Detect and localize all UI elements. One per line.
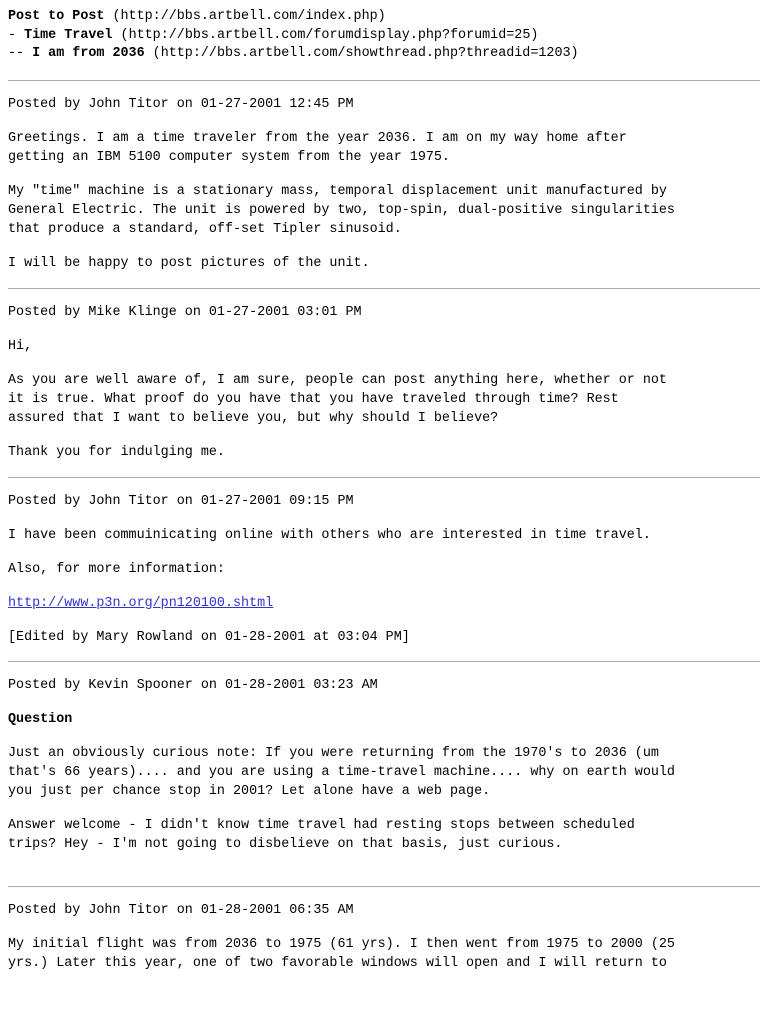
divider: [8, 288, 760, 289]
post-meta: Posted by John Titor on 01-27-2001 09:15 PM: [8, 493, 354, 509]
divider: [8, 80, 760, 81]
post: [8, 95, 760, 273]
breadcrumb-forum-home: [8, 8, 760, 27]
post-paragraph: Also, for more information:: [8, 561, 225, 577]
post-paragraph: I have been commuinicating online with others who are interested in time travel.: [8, 527, 651, 543]
post-meta: Posted by Kevin Spooner on 01-28-2001 03:23 AM: [8, 677, 378, 693]
post-meta: Posted by Mike Klinge on 01-27-2001 03:01 PM: [8, 304, 362, 320]
post-paragraph: Greetings. I am a time traveler from the year 2036. I am on my way home after getting an IBM 5100 computer system from the year 1975.: [8, 130, 627, 165]
breadcrumb-forum-section: [8, 27, 760, 46]
post: [8, 303, 760, 462]
divider: [8, 477, 760, 478]
post: [8, 492, 760, 647]
post: [8, 901, 760, 973]
breadcrumb-url: (http://bbs.artbell.com/showthread.php?threadid=1203): [152, 46, 579, 61]
post-paragraph: Thank you for indulging me.: [8, 444, 225, 460]
breadcrumb-prefix: --: [8, 46, 33, 61]
post-edit-note: [Edited by Mary Rowland on 01-28-2001 at 03:04 PM]: [8, 629, 410, 645]
post: [8, 676, 760, 854]
breadcrumb-title[interactable]: I am from 2036: [32, 46, 145, 61]
post-paragraph: My initial flight was from 2036 to 1975 (61 yrs). I then went from 1975 to 2000 (25 yrs.) Later this year, one of two favorable windows will open and I will return to: [8, 936, 675, 971]
breadcrumb-url: (http://bbs.artbell.com/forumdisplay.php?forumid=25): [120, 27, 539, 43]
breadcrumb-prefix: -: [8, 27, 25, 43]
post-paragraph: I will be happy to post pictures of the unit.: [8, 255, 370, 271]
post-meta: Posted by John Titor on 01-28-2001 06:35 AM: [8, 902, 354, 918]
post-link-line: [8, 594, 760, 613]
post-paragraph: Answer welcome - I didn't know time travel had resting stops between scheduled trips? Hey - I'm not going to disbelieve on that basis, just curious.: [8, 817, 635, 852]
breadcrumb-title[interactable]: Time Travel: [24, 27, 113, 43]
post-paragraph: Just an obviously curious note: If you were returning from the 1970's to 2036 (um that's 66 years).... and you are using a time-travel machine.... why on earth would you just per chance stop in 2001? Let alone have a web page.: [8, 745, 675, 799]
breadcrumb-thread: [8, 45, 760, 64]
post-paragraph: As you are well aware of, I am sure, people can post anything here, whether or not it is true. What proof do you have that you have traveled through time? Rest assured that I want to believe you, but why should I believe?: [8, 372, 667, 426]
divider: [8, 886, 760, 887]
post-subject: Question: [8, 711, 73, 727]
breadcrumb-title[interactable]: Post to Post: [8, 9, 105, 24]
post-paragraph: My "time" machine is a stationary mass, temporal displacement unit manufactured by General Electric. The unit is powered by two, top-spin, dual-positive singularities that produce a standard, off-set Tipler sinusoid.: [8, 183, 675, 237]
breadcrumb: [8, 0, 760, 64]
breadcrumb-url: (http://bbs.artbell.com/index.php): [112, 9, 386, 24]
post-paragraph: Hi,: [8, 338, 33, 354]
post-link[interactable]: http://www.p3n.org/pn120100.shtml: [8, 595, 274, 611]
post-meta: Posted by John Titor on 01-27-2001 12:45 PM: [8, 96, 354, 112]
divider: [8, 661, 760, 662]
